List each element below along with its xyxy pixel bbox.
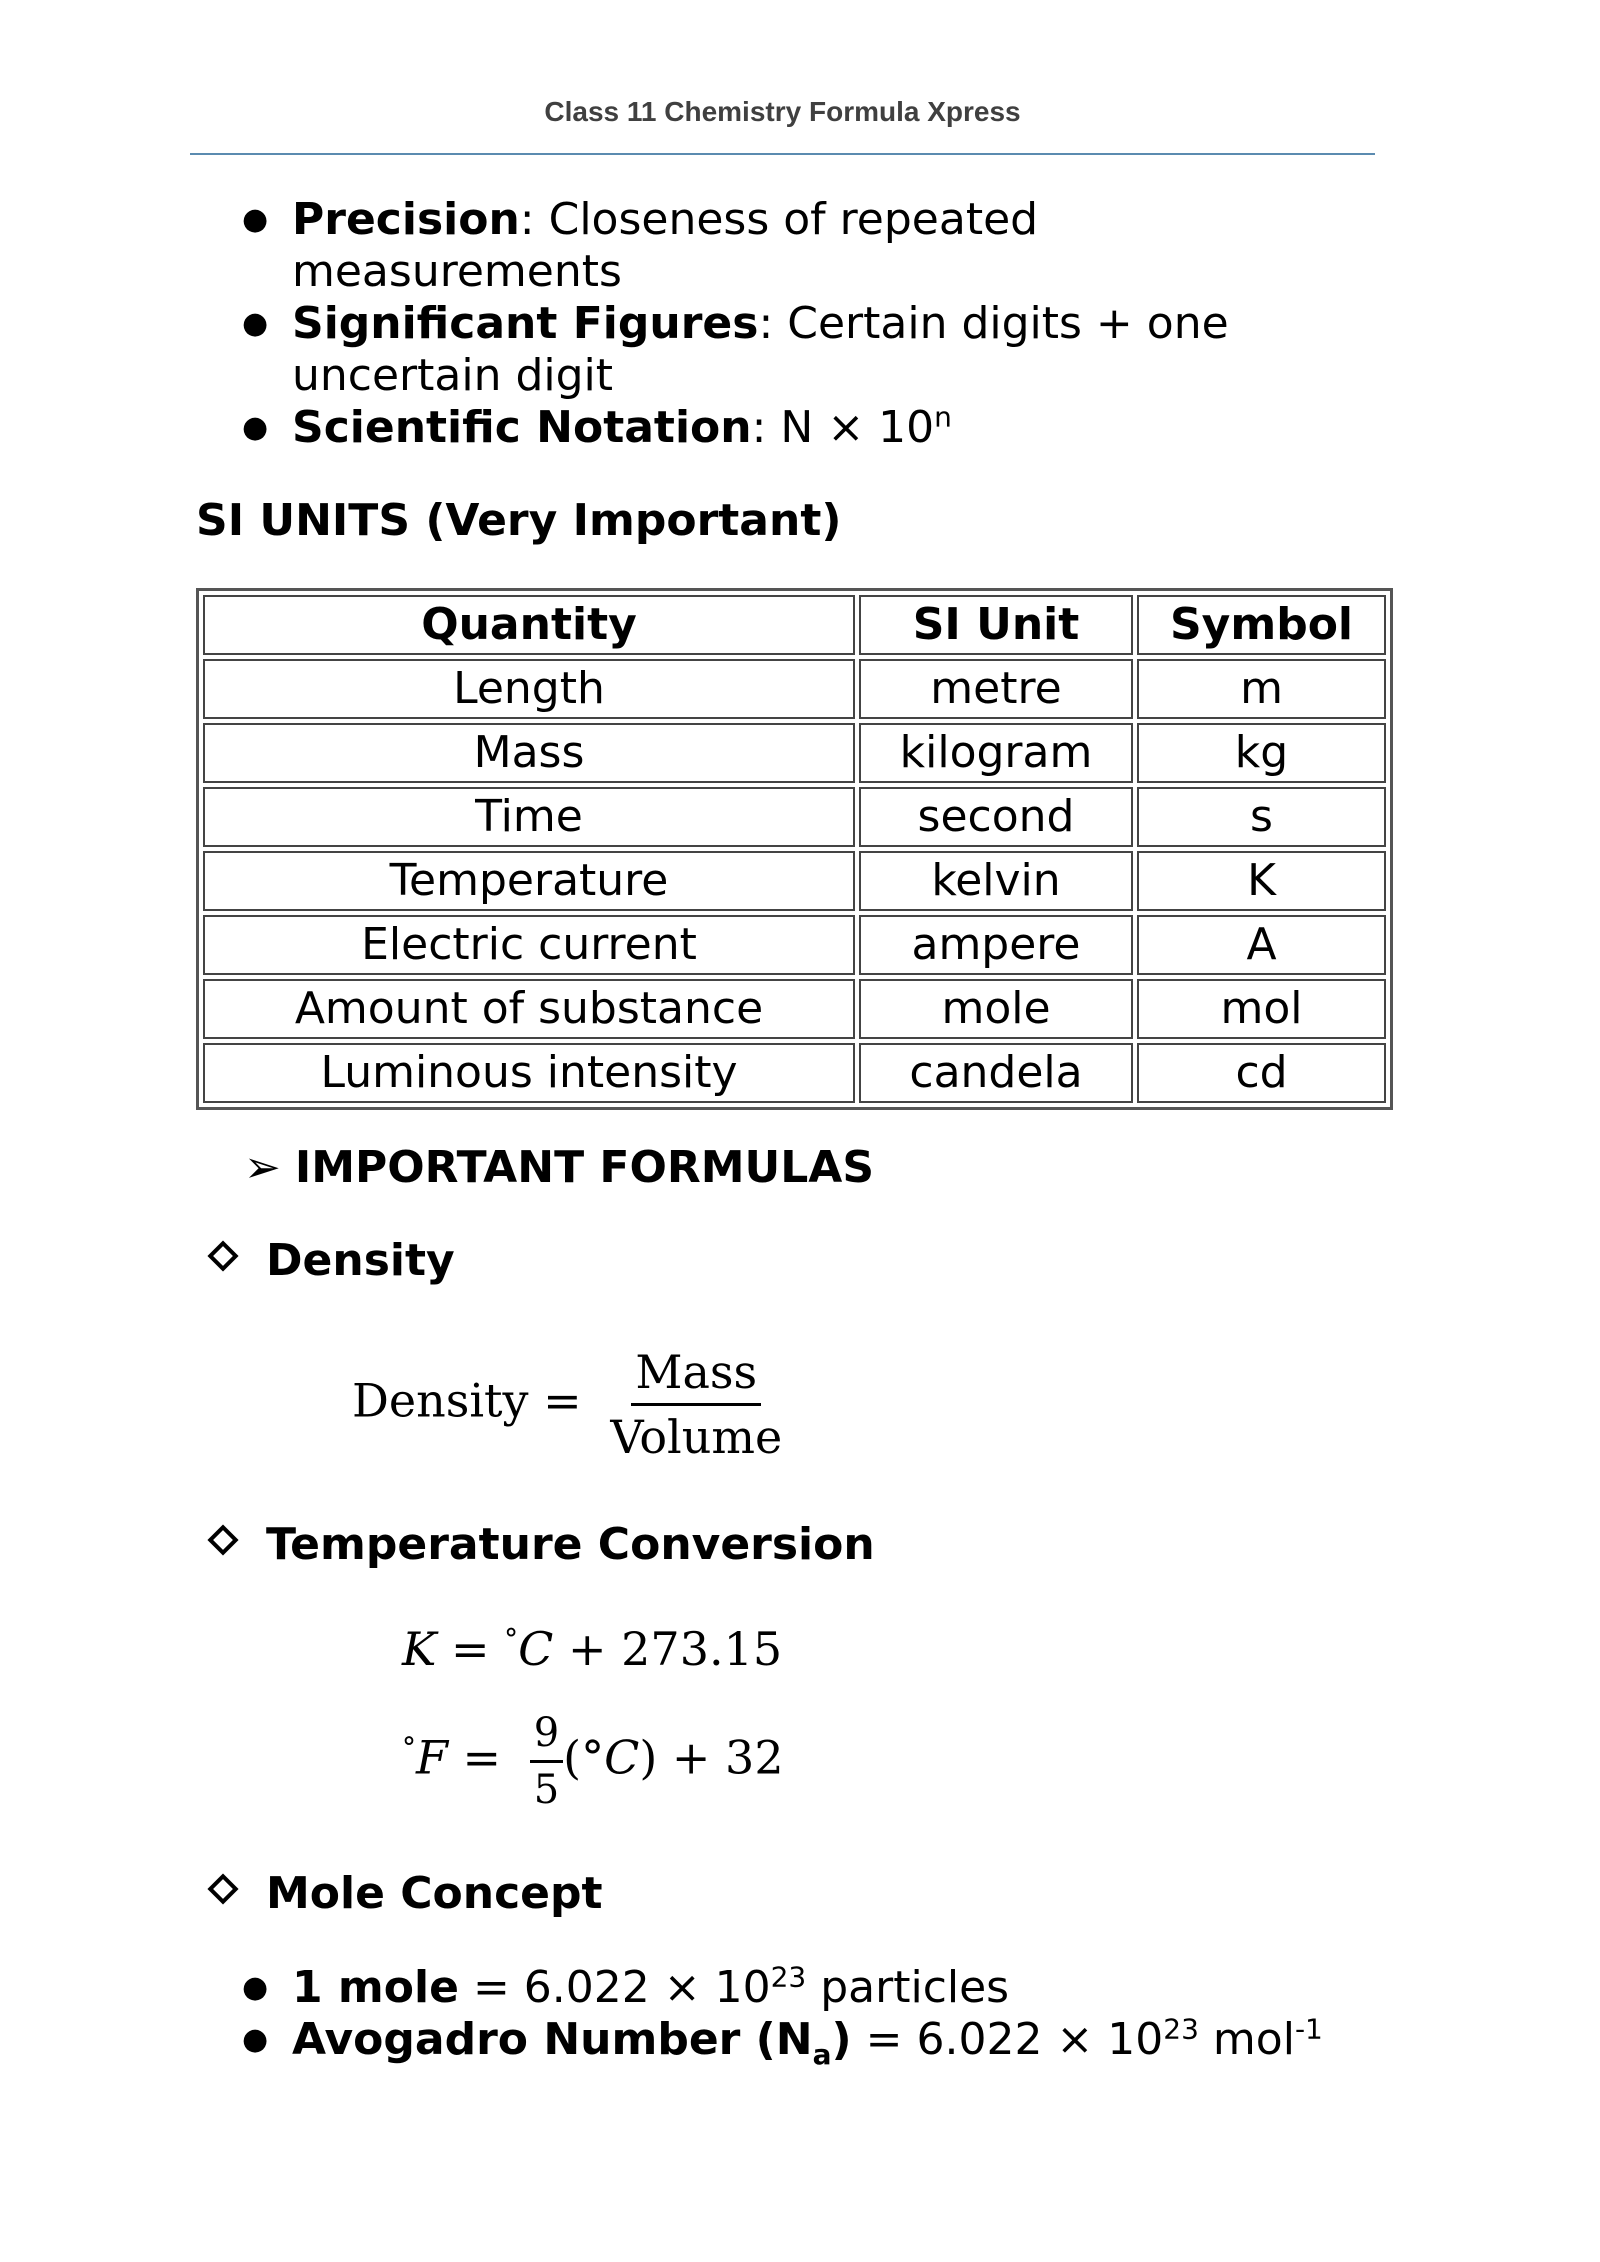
cell-quantity: Length [203, 659, 855, 719]
table-row [203, 659, 1386, 719]
bullet-dot-icon: ● [242, 306, 269, 341]
temperature-section-title: Temperature Conversion [212, 1519, 875, 1570]
si-units-table [196, 588, 1393, 1110]
cell-symbol: A [1137, 915, 1386, 975]
arrow-bullet-icon: ➢ [244, 1142, 281, 1193]
cell-si-unit: metre [859, 659, 1133, 719]
cell-symbol: cd [1137, 1043, 1386, 1103]
cell-quantity: Mass [203, 723, 855, 783]
cell-si-unit: second [859, 787, 1133, 847]
fahrenheit-formula: °F = $\frac{9}{5}$ (°C) + 32 [402, 1710, 784, 1813]
numerator: Mass [631, 1345, 761, 1406]
header-divider [190, 153, 1375, 155]
density-lhs: Density [352, 1373, 529, 1428]
cell-si-unit: mole [859, 979, 1133, 1039]
table-row [203, 723, 1386, 783]
cell-symbol: s [1137, 787, 1386, 847]
term: Precision [292, 194, 520, 245]
table-row [203, 787, 1386, 847]
definitions-list [196, 194, 1396, 454]
diamond-bullet-icon [207, 1240, 238, 1271]
cell-si-unit: kelvin [859, 851, 1133, 911]
cell-si-unit: candela [859, 1043, 1133, 1103]
cell-symbol: K [1137, 851, 1386, 911]
definition-text-cont: uncertain digit [292, 350, 613, 401]
cell-quantity: Amount of substance [203, 979, 855, 1039]
term: Significant Figures [292, 298, 759, 349]
cell-symbol: mol [1137, 979, 1386, 1039]
table-row [203, 1043, 1386, 1103]
term: Scientific Notation [292, 402, 752, 453]
diamond-bullet-icon [207, 1524, 238, 1555]
denominator: Volume [610, 1410, 783, 1464]
cell-quantity: Luminous intensity [203, 1043, 855, 1103]
definition-text: Certain digits + one [787, 298, 1229, 349]
mole-concept-section-title: Mole Concept [212, 1868, 603, 1919]
bullet-dot-icon: ● [242, 2022, 269, 2057]
definition-text-cont: measurements [292, 246, 622, 297]
table-row [203, 851, 1386, 911]
equals-sign: = [543, 1373, 582, 1428]
page-header: Class 11 Chemistry Formula Xpress [544, 96, 1021, 127]
table-row [203, 915, 1386, 975]
definition-text: N × 10 [780, 402, 935, 453]
table-header-row [203, 595, 1386, 655]
definition-scientific-notation: ● Scientific Notation: $N \times 10^n$ [242, 400, 952, 453]
column-header-si-unit: SI Unit [859, 595, 1133, 655]
definition-significant-figures: ● Significant Figures: Certain digits + one uncertain digit [242, 298, 1229, 401]
heading-text: IMPORTANT FORMULAS [294, 1142, 875, 1193]
si-units-heading: SI UNITS (Very Important) [196, 495, 842, 546]
cell-quantity: Temperature [203, 851, 855, 911]
cell-si-unit: kilogram [859, 723, 1133, 783]
nine-fifths-fraction: $\frac{9}{5}$ [530, 1710, 563, 1813]
kelvin-formula: K = °C + 273.15 [402, 1622, 783, 1676]
bullet-dot-icon: ● [242, 1970, 269, 2005]
cell-quantity: Time [203, 787, 855, 847]
mole-item-avogadro: ● Avogadro Number $(N_a) = 6.022 \times 10^{23}$ mol$^{-1}$ [242, 2012, 1323, 2071]
bullet-dot-icon: ● [242, 410, 269, 445]
definition-text: Closeness of repeated [548, 194, 1039, 245]
density-formula [352, 1345, 782, 1464]
bullet-dot-icon: ● [242, 202, 269, 237]
density-fraction [610, 1345, 782, 1464]
column-header-quantity: Quantity [203, 595, 855, 655]
important-formulas-heading [244, 1142, 874, 1193]
exponent: n [934, 400, 952, 434]
cell-si-unit: ampere [859, 915, 1133, 975]
diamond-bullet-icon [207, 1873, 238, 1904]
definition-precision: ● Precision: Closeness of repeated measurements [242, 194, 1039, 297]
column-header-symbol: Symbol [1137, 595, 1386, 655]
cell-symbol: kg [1137, 723, 1386, 783]
cell-quantity: Electric current [203, 915, 855, 975]
mole-concept-list [196, 1960, 1396, 2071]
mole-item-one-mole: ● 1 mole = $6.022 \times 10^{23}$ particles [242, 1960, 1010, 2013]
table-row [203, 979, 1386, 1039]
density-section-title: Density [212, 1235, 455, 1286]
cell-symbol: m [1137, 659, 1386, 719]
